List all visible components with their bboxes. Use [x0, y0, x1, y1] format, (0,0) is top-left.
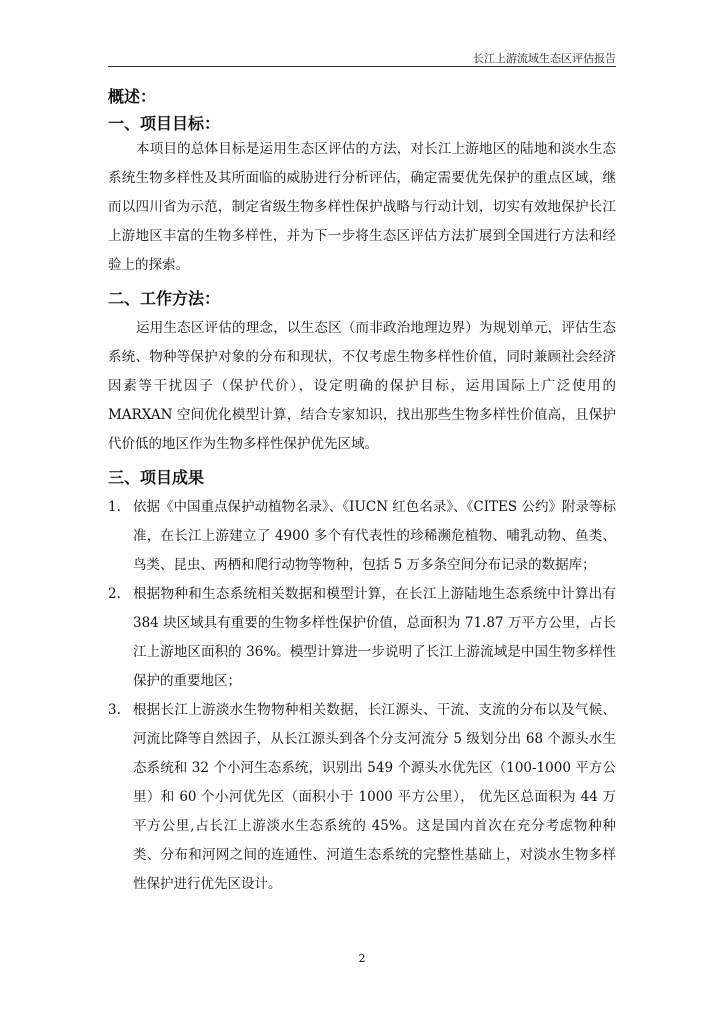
list-item-number: 1. — [108, 499, 121, 515]
section-heading-methods: 二、工作方法： — [108, 289, 221, 308]
section-heading-results: 三、项目成果 — [108, 468, 205, 487]
section-project-goals — [108, 113, 616, 280]
goals-paragraph: 本项目的总体目标是运用生态区评估的方法，对长江上游地区的陆地和淡水生态系统生物多样性及其所面临的威胁进行分析评估，确定需要优先保护的重点区域，继而以四川省为示范，制定省级生物多样性保护战略与行动计划，切实有效地保护长江上游地区丰富的生物多样性，并为下一步将生态区评估方法扩展到全国进行方法和经验上的探索。 — [108, 141, 616, 273]
list-item-text: 根据物种和生态系统相关数据和模型计算，在长江上游陆地生态系统中计算出有 384 块区域具有重要的生物多样性保护价值，总面积为 71.87 万平方公里，占长江上游地区面积的 36%。模型计算进一步说明了长江上游流域是中国生物多样性保护的重要地区； — [133, 586, 616, 689]
section-work-methods — [108, 288, 616, 459]
list-item-number: 2. — [108, 586, 121, 602]
running-header: 长江上游流域生态区评估报告 — [473, 52, 616, 65]
overview-heading: 概述： — [108, 87, 157, 106]
methods-paragraph: 运用生态区评估的理念，以生态区（而非政治地理边界）为规划单元，评估生态系统、物种等保护对象的分布和现状，不仅考虑生物多样性价值，同时兼顾社会经济因素等干扰因子（保护代价），设定明确的保护目标，运用国际上广泛使用的 MARXAN 空间优化模型计算，结合专家知识，找出那些生物多样性价值高，且保护代价低的地区作为生物多样性保护优先区域。 — [108, 320, 616, 452]
list-item-number: 3. — [108, 702, 121, 718]
header-rule — [108, 66, 616, 67]
list-item-text: 根据长江上游淡水生物物种相关数据，长江源头、干流、支流的分布以及气候、河流比降等自然因子，从长江源头到各个分支河流分 5 级划分出 68 个源头水生态系统和 32 个小河生态系统，识别出 549 个源头水优先区（100-1000 平方公里）和 60 个小河优先区（面积小于 1000 平方公里）， 优先区总面积为 44 万平方公里,占长江上游淡水生态系统的 45%。这是国内首次在充分考虑物种种类、分布和河网之间的连通性、河道生态系统的完整性基础上，对淡水生物多样性保护进行优先区设计。 — [133, 702, 616, 892]
results-list — [108, 493, 616, 899]
document-body — [108, 86, 616, 899]
list-item-text: 依据《中国重点保护动植物名录》、《IUCN 红色名录》、《CITES 公约》附录等标准，在长江上游建立了 4900 多个有代表性的珍稀濒危植物、哺乳动物、鱼类、鸟类、昆虫、两栖和爬行动物等物种，包括 5 万多条空间分布记录的数据库； — [133, 499, 616, 573]
list-item — [108, 493, 616, 580]
page-number: 2 — [358, 952, 366, 965]
section-heading-goals: 一、项目目标： — [108, 114, 221, 133]
list-item — [108, 580, 616, 696]
section-project-results — [108, 467, 616, 899]
list-item — [108, 696, 616, 899]
